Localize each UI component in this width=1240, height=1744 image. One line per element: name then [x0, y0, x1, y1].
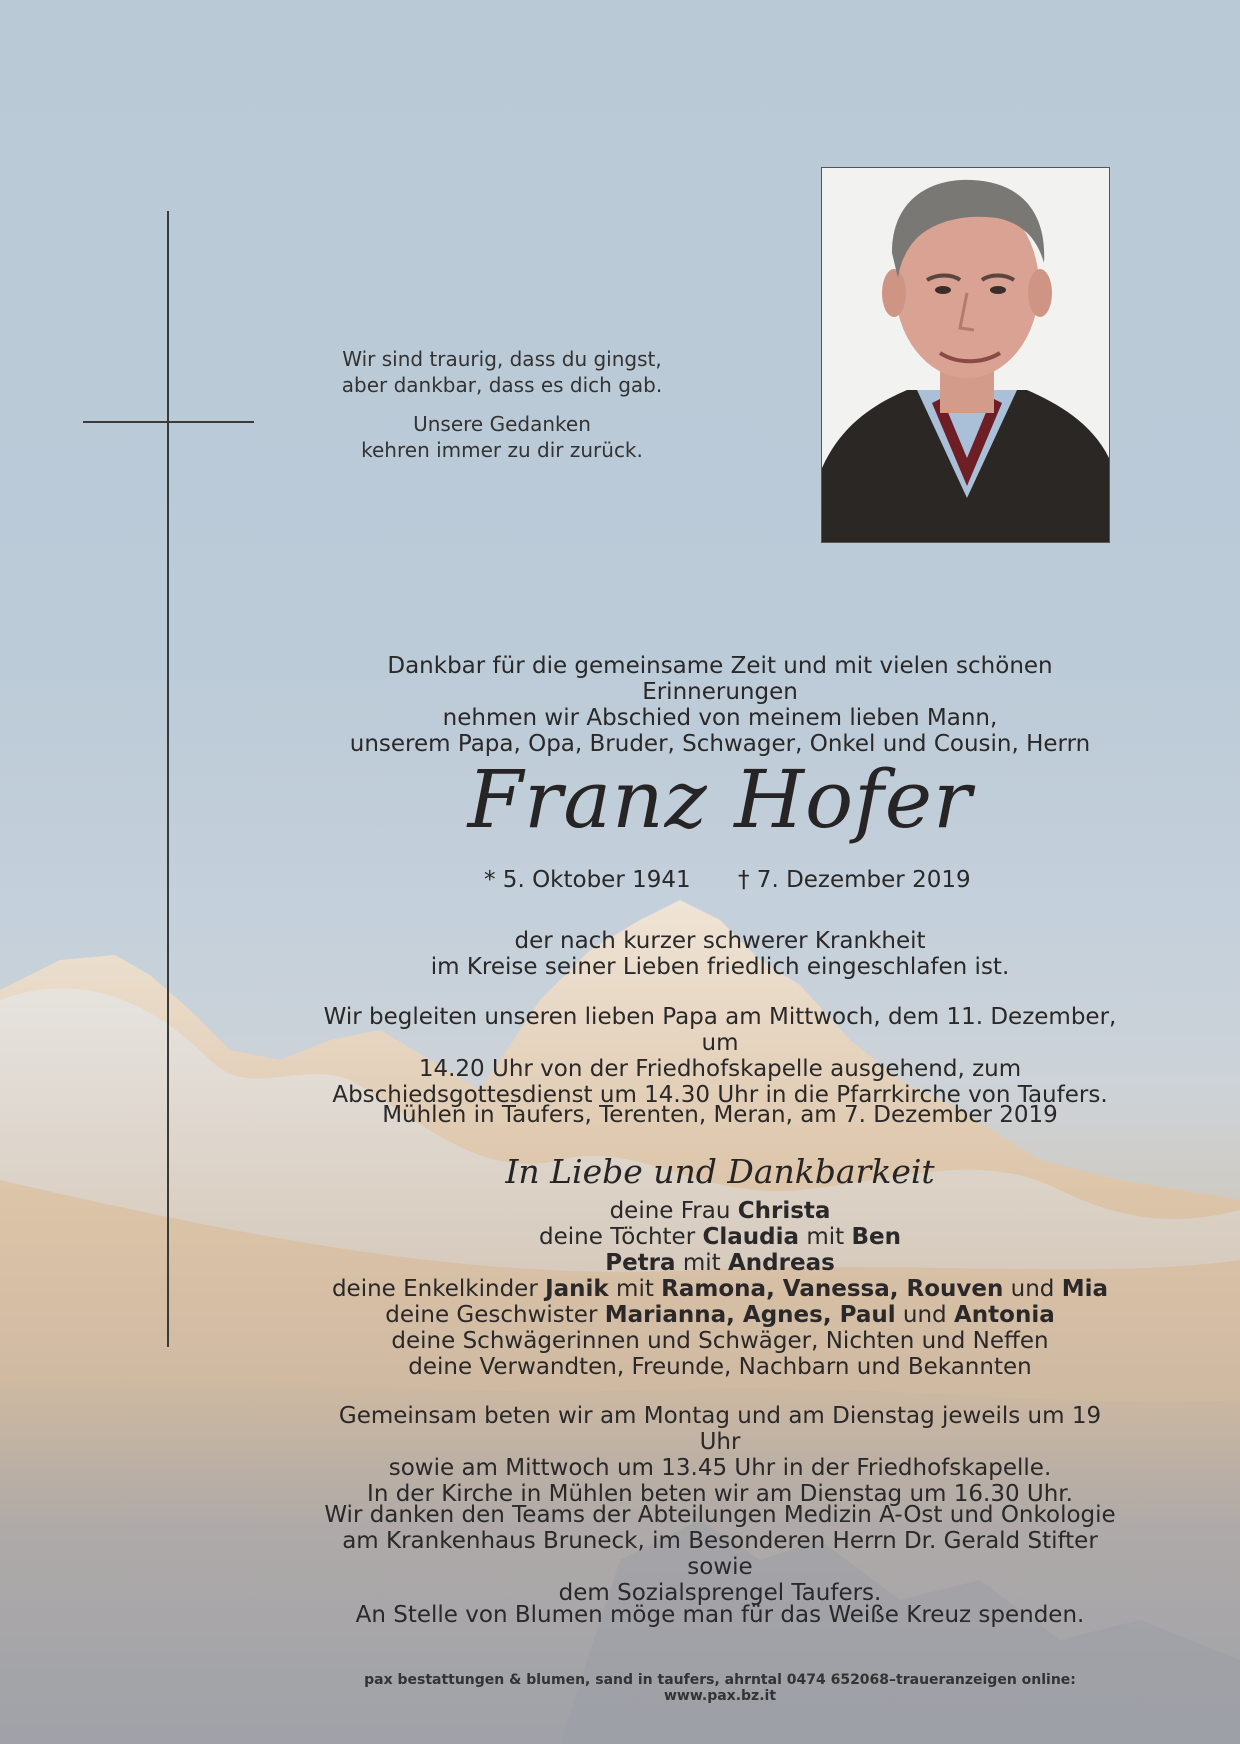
- death-note: [320, 928, 1120, 980]
- mourner-name: Marianna, Agnes, Paul: [604, 1302, 896, 1328]
- portrait-photo: [821, 167, 1110, 543]
- intro-line: nehmen wir Abschied von meinem lieben Mann,: [442, 705, 998, 731]
- thanks-line: am Krankenhaus Bruneck, im Besonderen Herrn Dr. Gerald Stifter sowie: [342, 1528, 1098, 1580]
- mourner-name: Mia: [1061, 1276, 1109, 1302]
- mourner-connector: und: [1003, 1276, 1062, 1302]
- quote-line: kehren immer zu dir zurück.: [361, 438, 643, 462]
- place-and-date: Mühlen in Taufers, Terenten, Meran, am 7. Dezember 2019: [382, 1102, 1058, 1128]
- mourners-list: [320, 1198, 1120, 1380]
- mourner-row: deine Verwandten, Freunde, Nachbarn und Bekannten: [408, 1354, 1032, 1380]
- cross-vertical-bar: [167, 211, 169, 1347]
- mourner-name: Janik: [545, 1276, 609, 1302]
- mourner-connector: und: [895, 1302, 954, 1328]
- prayer-line: In der Kirche in Mühlen beten wir am Dienstag um 16.30 Uhr.: [367, 1481, 1073, 1507]
- mourner-connector: mit: [675, 1250, 728, 1276]
- birth-date: * 5. Oktober 1941: [484, 867, 691, 893]
- mourner-connector: mit: [799, 1224, 852, 1250]
- quote-line: Wir sind traurig, dass du gingst,: [342, 347, 662, 371]
- intro-line: unserem Papa, Opa, Bruder, Schwager, Onkel und Cousin, Herrn: [349, 731, 1091, 757]
- intro-text: [320, 653, 1120, 757]
- love-heading: In Liebe und Dankbarkeit: [505, 1152, 935, 1191]
- donation-note: An Stelle von Blumen möge man für das Weiße Kreuz spenden.: [355, 1602, 1085, 1628]
- death-date: † 7. Dezember 2019: [738, 867, 971, 893]
- mourner-name: Ben: [851, 1224, 901, 1250]
- quote-line: aber dankbar, dass es dich gab.: [341, 373, 663, 397]
- mourner-name: Antonia: [953, 1302, 1055, 1328]
- mourner-relation: deine Töchter: [539, 1224, 703, 1250]
- prayer-line: sowie am Mittwoch um 13.45 Uhr in der Friedhofskapelle.: [388, 1455, 1052, 1481]
- death-note-line: im Kreise seiner Lieben friedlich eingeschlafen ist.: [430, 954, 1010, 980]
- thanks-line: Wir danken den Teams der Abteilungen Medizin A-Ost und Onkologie: [324, 1502, 1116, 1528]
- prayer-line: Gemeinsam beten wir am Montag und am Dienstag jeweils um 19 Uhr: [338, 1403, 1102, 1455]
- mourner-name: Claudia: [702, 1224, 800, 1250]
- mourner-row: [320, 1224, 1120, 1250]
- undertaker-footer: pax bestattungen & blumen, sand in taufers, ahrntal 0474 652068–traueranzeigen online: www.pax.bz.it: [364, 1672, 1076, 1704]
- service-line: 14.20 Uhr von der Friedhofskapelle ausgehend, zum: [418, 1056, 1022, 1082]
- thanks-note: [320, 1502, 1120, 1606]
- death-note-line: der nach kurzer schwerer Krankheit: [514, 928, 926, 954]
- mourner-row: [320, 1276, 1120, 1302]
- quote-line: Unsere Gedanken: [413, 412, 591, 436]
- mourner-connector: mit: [608, 1276, 662, 1302]
- mourner-relation: deine Frau: [609, 1198, 738, 1224]
- service-line: Wir begleiten unseren lieben Papa am Mittwoch, dem 11. Dezember, um: [323, 1004, 1117, 1056]
- cross-horizontal-bar: [83, 421, 254, 423]
- prayer-schedule: [320, 1403, 1120, 1507]
- mourner-name: Ramona, Vanessa, Rouven: [661, 1276, 1004, 1302]
- mourner-row: deine Schwägerinnen und Schwäger, Nichten und Neffen: [391, 1328, 1049, 1354]
- deceased-name: Franz Hofer: [467, 753, 973, 846]
- mourner-row: [320, 1198, 1120, 1224]
- mourner-relation: deine Enkelkinder: [331, 1276, 546, 1302]
- mourner-name: Andreas: [727, 1250, 835, 1276]
- mourner-relation: deine Geschwister: [385, 1302, 605, 1328]
- mourner-row: [320, 1302, 1120, 1328]
- mourner-row: [320, 1250, 1120, 1276]
- funeral-service-text: [320, 1004, 1120, 1108]
- thanks-line: dem Sozialsprengel Taufers.: [558, 1580, 882, 1606]
- mourner-name: Christa: [737, 1198, 831, 1224]
- memorial-quote-part1: [330, 346, 674, 398]
- service-line: Abschiedsgottesdienst um 14.30 Uhr in die Pfarrkirche von Taufers.: [332, 1082, 1108, 1108]
- intro-line: Dankbar für die gemeinsame Zeit und mit vielen schönen Erinnerungen: [387, 653, 1053, 705]
- mourner-name: Petra: [605, 1250, 676, 1276]
- memorial-quote-part2: [330, 411, 674, 463]
